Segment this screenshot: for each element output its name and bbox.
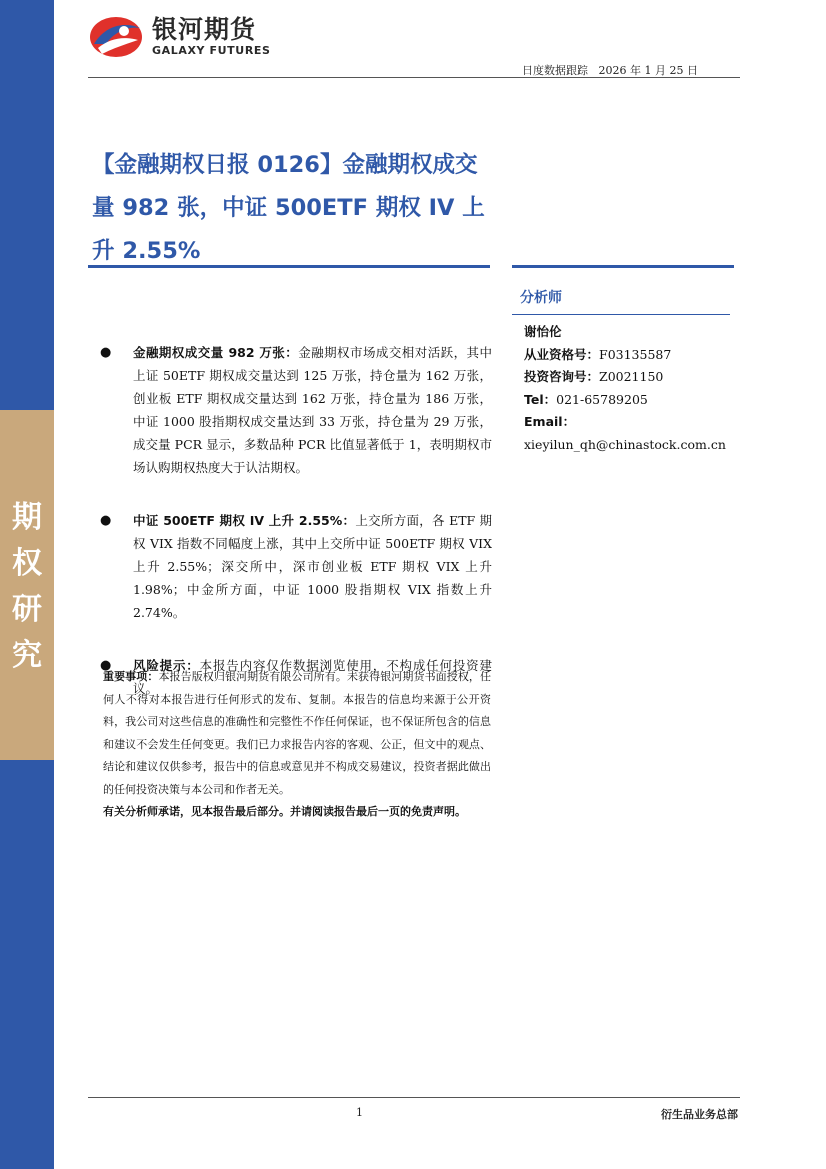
qual-value: F03135587 <box>599 346 672 362</box>
bullet-item <box>100 341 492 479</box>
bullet-item <box>100 509 492 624</box>
email-label: Email： <box>524 414 576 429</box>
brand-name-cn: 银河期货 <box>152 15 257 44</box>
notice-heading: 重要事项： <box>103 670 159 683</box>
bullet-text: 本报告内容仅作数据浏览使用，不构成任何投资建议。 <box>133 658 492 696</box>
bullet-text: 金融期权市场成交相对活跃，其中上证 50ETF 期权成交量达到 125 万张，持仓量为 162 万张，创业板 ETF 期权成交量达到 162 万张，持仓量为 186 万张，中证 1000 股指期权成交量达到 33 万张，持仓量为 29 万张，成交量 PCR 显示，多数品种 PCR 比值显著低于 1，表明期权市场认购期权热度大于认沽期权。 <box>133 345 492 475</box>
brand-name-en: GALAXY FUTURES <box>152 44 271 57</box>
analyst-heading: 分析师 <box>520 290 562 306</box>
tel-value: 021-65789205 <box>556 391 648 407</box>
side-label-char: 期 <box>12 500 42 535</box>
report-date: 2026 年 1 月 25 日 <box>598 64 698 77</box>
bullet-dot-icon: ● <box>100 513 112 528</box>
analyst-name: 谢怡伦 <box>524 324 562 339</box>
email-link[interactable]: xieyilun_qh@chinastock.com.cn <box>524 436 726 452</box>
consult-value: Z0021150 <box>599 369 664 384</box>
bullet-heading: 风险提示： <box>133 658 200 673</box>
tel-label: Tel： <box>524 391 557 407</box>
bullet-heading: 中证 500ETF 期权 IV 上升 2.55%： <box>133 513 356 528</box>
footer-divider <box>88 1097 740 1098</box>
report-title: 【金融期权日报 0126】金融期权成交量 982 张，中证 500ETF 期权 IV 上升 2.55% <box>92 152 485 264</box>
report-type: 日度数据跟踪 <box>522 64 589 77</box>
galaxy-logo-icon <box>88 14 144 60</box>
analyst-cert: 有关分析师承诺，见本报告最后部分。并请阅读报告最后一页的免责声明。 <box>103 805 466 818</box>
notice-text: 本报告版权归银河期货有限公司所有。未获得银河期货书面授权，任何人不得对本报告进行任何形式的发布、复制。本报告的信息均来源于公开资料，我公司对这些信息的准确性和完整性不作任何保证，也不保证所包含的信息和建议不会发生任何变更。我们已力求报告内容的客观、公正，但文中的观点、结论和建议仅供参考，报告中的信息或意见并不构成交易建议，投资者据此做出的任何投资决策与本公司和作者无关。 <box>103 670 492 796</box>
bullet-dot-icon: ● <box>100 658 112 673</box>
qual-label: 从业资格号： <box>524 346 600 362</box>
important-notice <box>103 666 491 824</box>
side-label-char: 权 <box>12 546 42 581</box>
side-label-char: 研 <box>12 592 42 627</box>
department: 衍生品业务总部 <box>661 1108 738 1121</box>
header-meta <box>522 62 698 78</box>
analyst-info <box>524 321 734 456</box>
side-label-char: 究 <box>12 638 42 673</box>
title-divider <box>88 265 490 268</box>
side-label <box>0 495 54 679</box>
analyst-divider <box>512 265 734 268</box>
bullet-text: 上交所方面，各 ETF 期权 VIX 指数不同幅度上涨，其中上交所中证 500ETF 期权 VIX 上升 2.55%；深交所中，深市创业板 ETF 期权 VIX 上升 1.98%；中金所方面，中证 1000 股指期权 VIX 指数上升 2.74%。 <box>133 513 492 620</box>
bullet-dot-icon: ● <box>100 345 112 360</box>
bullet-heading: 金融期权成交量 982 万张： <box>133 345 299 360</box>
analyst-heading-divider <box>512 314 730 315</box>
header-divider <box>88 77 740 78</box>
page-number: 1 <box>356 1106 363 1119</box>
brand-logo <box>88 14 271 60</box>
consult-label: 投资咨询号： <box>524 369 600 384</box>
